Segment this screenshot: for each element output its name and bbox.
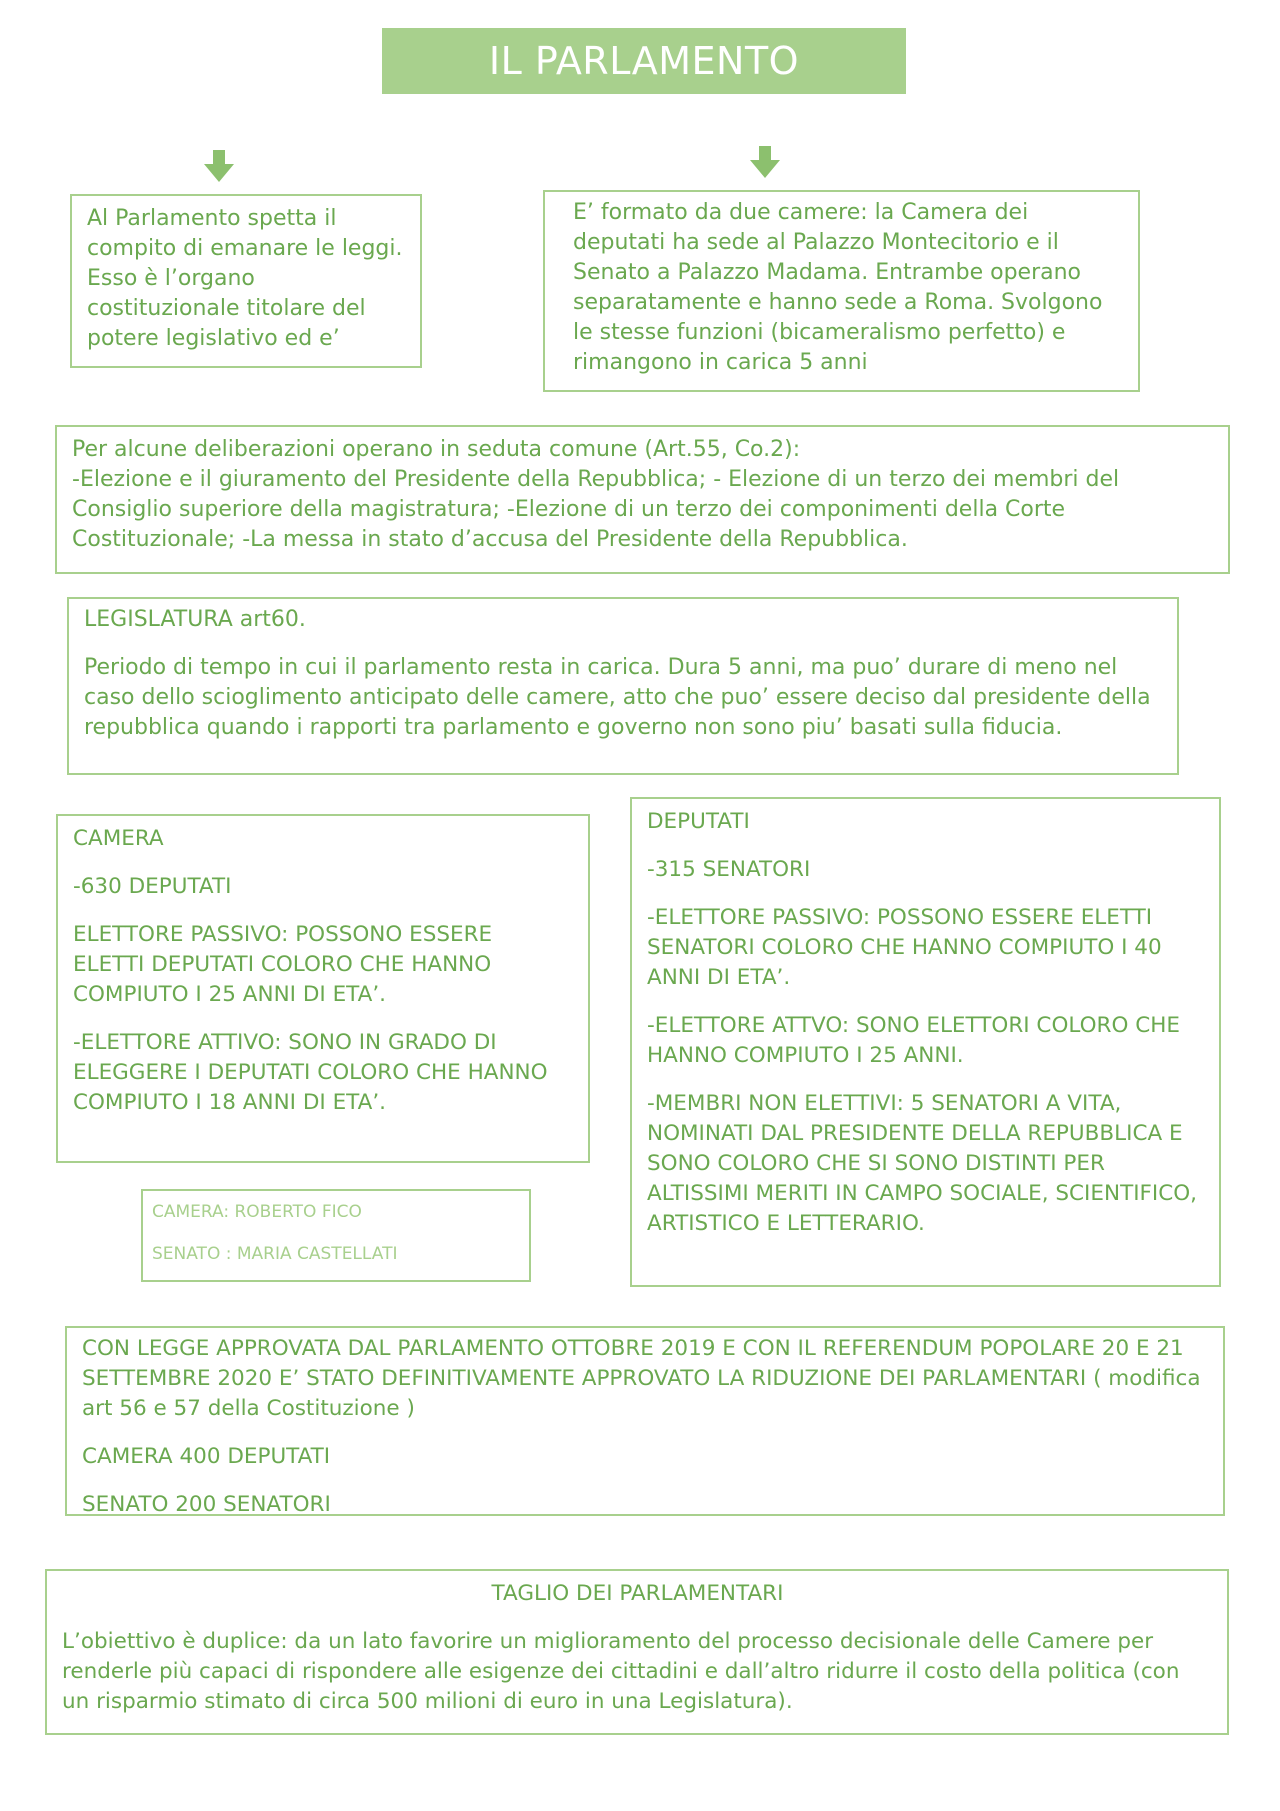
joint-session-intro: Per alcune deliberazioni operano in seduta comune (Art.55, Co.2): — [72, 437, 801, 462]
down-arrow-icon — [204, 150, 234, 184]
taglio-box — [45, 1569, 1229, 1735]
reform-senato: SENATO 200 SENATORI — [82, 1492, 331, 1516]
taglio-body: L’obiettivo è duplice: da un lato favorire un miglioramento del processo decisionale delle Camere per renderle più capaci di rispondere alle esigenze dei cittadini e dall’altro ridurre il costo della politica (con un risparmio stimato di circa 500 milioni di euro in una Legislatura). — [62, 1629, 1180, 1714]
senato-president: SENATO : MARIA CASTELLATI — [152, 1244, 398, 1264]
legislative-power-box — [70, 194, 422, 368]
chambers-text: E’ formato da due camere: la Camera dei deputati ha sede al Palazzo Montecitorio e il Senato a Palazzo Madama. Entrambe operano separatamente e hanno sede a Roma. Svolgono le stesse funzioni (bicameralismo perfetto) e rimangono in carica 5 anni — [573, 200, 1103, 375]
camera-active-voter: -ELETTORE ATTIVO: SONO IN GRADO DI ELEGGERE I DEPUTATI COLORO CHE HANNO COMPIUTO I 18 ANNI DI ETA’. — [73, 1030, 548, 1115]
taglio-title: TAGLIO DEI PARLAMENTARI — [491, 1581, 784, 1606]
camera-passive-voter: ELETTORE PASSIVO: POSSONO ESSERE ELETTI DEPUTATI COLORO CHE HANNO COMPIUTO I 25 ANNI DI ETA’. — [73, 922, 493, 1007]
reform-box — [65, 1326, 1225, 1516]
down-arrow-icon — [750, 146, 780, 180]
deputati-box — [630, 797, 1221, 1287]
senatori-count: -315 SENATORI — [647, 857, 811, 882]
deputati-title: DEPUTATI — [647, 809, 750, 834]
reform-text: CON LEGGE APPROVATA DAL PARLAMENTO OTTOBRE 2019 E CON IL REFERENDUM POPOLARE 20 E 21 SETTEMBRE 2020 E’ STATO DEFINITIVAMENTE APPROVATO LA RIDUZIONE DEI PARLAMENTARI ( modifica art 56 e 57 della Costituzione ) — [82, 1336, 1201, 1421]
senato-non-elective: -MEMBRI NON ELETTIVI: 5 SENATORI A VITA, NOMINATI DAL PRESIDENTE DELLA REPUBBLICA E SONO COLORO CHE SI SONO DISTINTI PER ALTISSIMI MERITI IN CAMPO SOCIALE, SCIENTIFICO, ARTISTICO E LETTERARIO. — [647, 1091, 1198, 1236]
legislatura-title: LEGISLATURA art60. — [84, 607, 306, 632]
camera-title: CAMERA — [73, 826, 164, 851]
legislative-power-text: Al Parlamento spetta il compito di emanare le leggi. Esso è l’organo costituzionale titolare del potere legislativo ed e’ — [87, 206, 403, 351]
chambers-box — [543, 190, 1140, 392]
senato-passive-voter: -ELETTORE PASSIVO: POSSONO ESSERE ELETTI SENATORI COLORO CHE HANNO COMPIUTO I 40 ANNI DI ETA’. — [647, 905, 1162, 990]
camera-president: CAMERA: ROBERTO FICO — [152, 1202, 362, 1222]
camera-box — [56, 814, 590, 1163]
page-title: IL PARLAMENTO — [382, 28, 906, 94]
reform-camera: CAMERA 400 DEPUTATI — [82, 1444, 331, 1469]
legislatura-box — [67, 597, 1179, 775]
camera-count: -630 DEPUTATI — [73, 874, 232, 899]
presidents-box — [141, 1189, 531, 1282]
joint-session-box — [55, 425, 1230, 574]
legislatura-body: Periodo di tempo in cui il parlamento resta in carica. Dura 5 anni, ma puo’ durare di meno nel caso dello scioglimento anticipato delle camere, atto che puo’ essere deciso dal presidente della repubblica quando i rapporti tra parlamento e governo non sono piu’ basati sulla fiducia. — [84, 655, 1151, 740]
joint-session-body: -Elezione e il giuramento del Presidente della Repubblica; - Elezione di un terzo dei membri del Consiglio superiore della magistratura; -Elezione di un terzo dei componimenti della Corte Costituzionale; -La messa in stato d’accusa del Presidente della Repubblica. — [72, 467, 1120, 552]
senato-active-voter: -ELETTORE ATTVO: SONO ELETTORI COLORO CHE HANNO COMPIUTO I 25 ANNI. — [647, 1013, 1180, 1068]
